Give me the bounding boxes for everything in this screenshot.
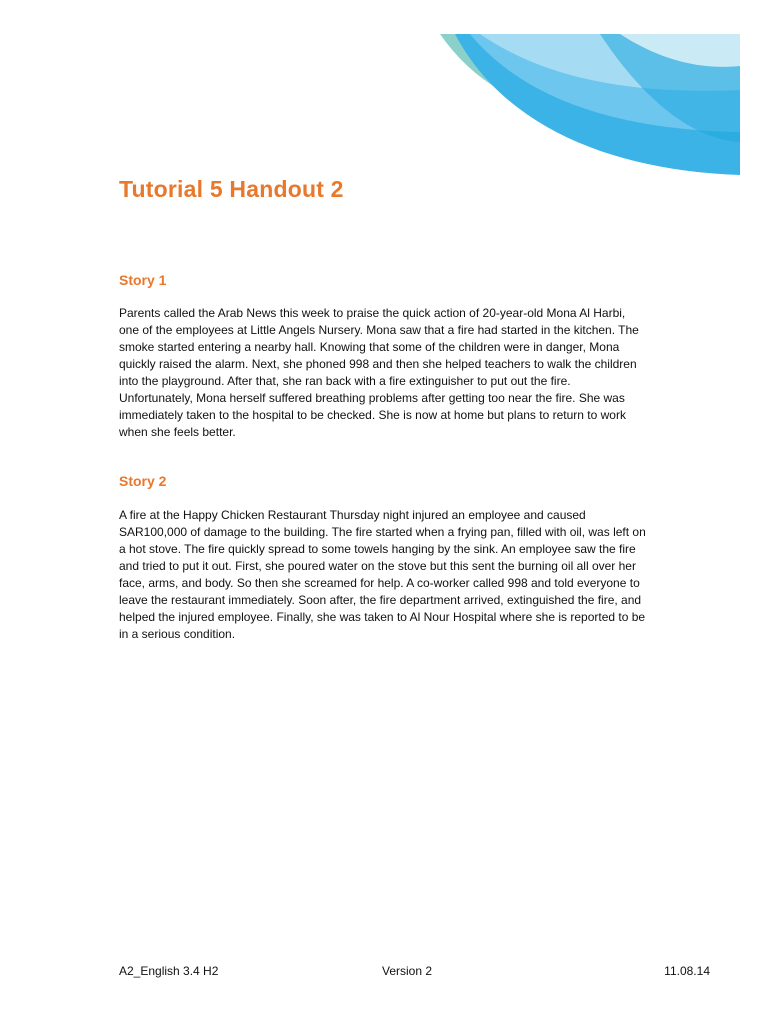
story-2-heading: Story 2: [119, 473, 167, 489]
footer-version: Version 2: [382, 964, 433, 978]
footer-date: 11.08.14: [664, 964, 710, 978]
page-title: Tutorial 5 Handout 2: [119, 176, 344, 202]
header-wave-decoration: [0, 0, 768, 200]
story-2-body: A fire at the Happy Chicken Restaurant Thursday night injured an employee and caused SAR100,000 of damage to the building. The fire started when a frying pan, filled with oil, was left on a hot stove. The fire quickly spread to some towels hanging by the sink. An employee saw the fire and tried to put it out. First, she poured water on the stove but this sent the burning oil all over her face, arms, and body. So then she screamed for help. A co-worker called 998 and told everyone to leave the restaurant immediately. Soon after, the fire department arrived, extinguished the fire, and helped the injured employee. Finally, she was taken to Al Nour Hospital where she is reported to be in a serious condition.: [119, 508, 646, 641]
story-1-body: Parents called the Arab News this week to praise the quick action of 20-year-old Mona Al Harbi, one of the employees at Little Angels Nursery. Mona saw that a fire had started in the kitchen. The smoke started entering a nearby hall. Knowing that some of the children were in danger, Mona quickly raised the alarm. Next, she phoned 998 and then she helped teachers to walk the children into the playground. After that, she ran back with a fire extinguisher to put out the fire. Unfortunately, Mona herself suffered breathing problems after getting too near the fire. She was immediately taken to the hospital to be checked. She is now at home but plans to return to work when she feels better.: [119, 306, 639, 439]
story-1-heading: Story 1: [119, 272, 167, 288]
footer-course-code: A2_English 3.4 H2: [119, 964, 219, 978]
